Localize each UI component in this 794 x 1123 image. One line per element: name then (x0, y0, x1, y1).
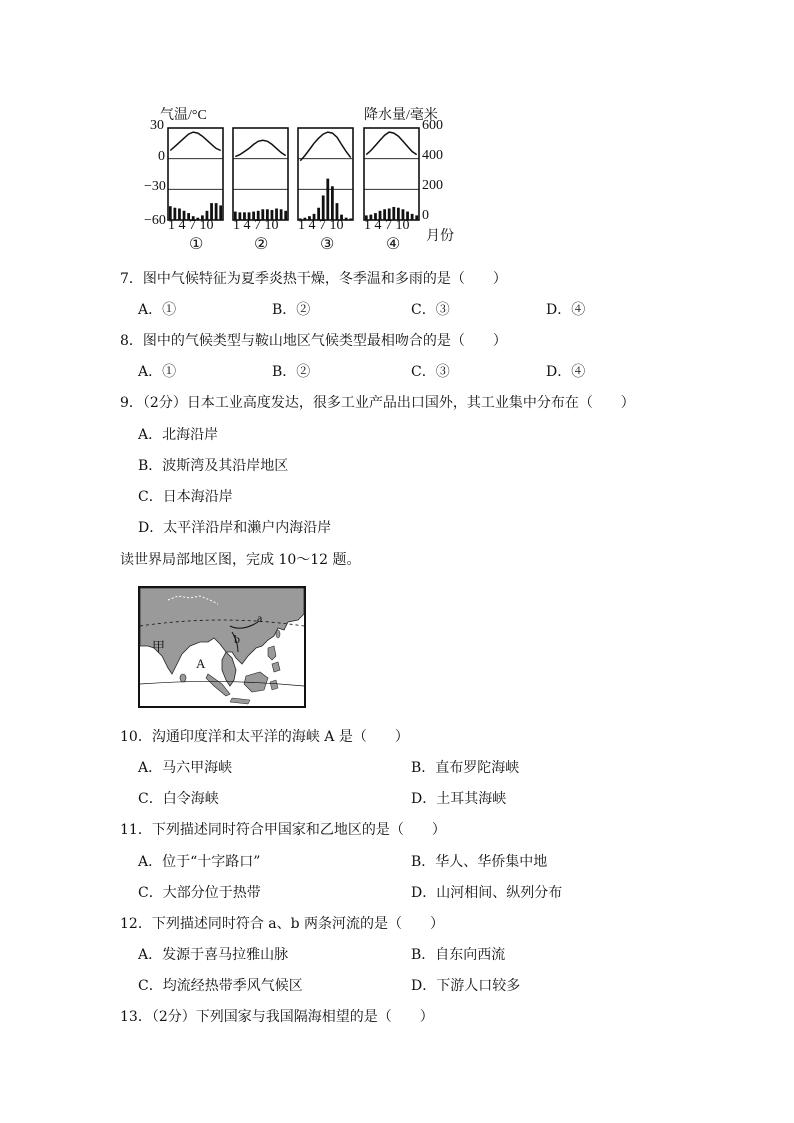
panel-3-precip-bar (326, 179, 329, 220)
precip-tick-0: 0 (422, 208, 429, 223)
q12-option-a[interactable]: A．发源于喜马拉雅山脉 (138, 947, 289, 963)
q9-option-b[interactable]: B．波斯湾及其沿岸地区 (138, 458, 289, 474)
panel-label-1: ① (189, 236, 204, 253)
temperature-axis-title: 气温/°C (160, 108, 207, 123)
q9-option-a[interactable]: A．北海沿岸 (138, 427, 219, 443)
climate-panel-3-frame (298, 128, 353, 220)
temp-tick-neg60: −60 (144, 213, 166, 228)
month-unit-label: 月份 (426, 229, 454, 244)
q7-option-a[interactable]: A．① (138, 302, 177, 318)
temp-tick-neg30: −30 (144, 179, 166, 194)
panel-3-precip-bar (349, 218, 352, 220)
month-ticks-3: 1 4 7 10 (298, 218, 344, 233)
question-8-stem: 8．图中的气候类型与鞍山地区气候类型最相吻合的是（ ） (120, 333, 507, 349)
temp-tick-0: 0 (158, 149, 165, 164)
q11-option-b[interactable]: B．华人、华侨集中地 (411, 854, 548, 870)
q7-option-c[interactable]: C．③ (411, 302, 450, 318)
map-label-b: b (234, 632, 240, 646)
question-9-stem: 9．（2分）日本工业高度发达，很多工业产品出口国外，其工业集中分布在（ ） (120, 395, 635, 411)
precipitation-axis-title: 降水量/毫米 (364, 108, 438, 123)
panel-4-precip-bar (415, 215, 418, 220)
precip-tick-200: 200 (422, 178, 443, 193)
month-ticks-4: 1 4 7 10 (364, 218, 410, 233)
panel-3-precip-bar (331, 186, 334, 220)
q12-option-c[interactable]: C．均流经热带季风气候区 (138, 978, 303, 994)
island-taiwan (276, 630, 280, 638)
q11-option-c[interactable]: C．大部分位于热带 (138, 885, 261, 901)
panel-label-3: ③ (320, 236, 335, 253)
month-ticks-1: 1 4 7 10 (168, 218, 214, 233)
q7-option-d[interactable]: D．④ (546, 302, 586, 318)
q11-option-d[interactable]: D．山河相间、纵列分布 (411, 885, 563, 901)
q10-option-b[interactable]: B．直布罗陀海峡 (411, 760, 520, 776)
panel-1-precip-bar (219, 205, 222, 220)
question-13-stem: 13．（2分）下列国家与我国隔海相望的是（ ） (120, 1009, 434, 1025)
q10-option-a[interactable]: A．马六甲海峡 (138, 760, 233, 776)
q8-option-a[interactable]: A．① (138, 364, 177, 380)
question-12-stem: 12．下列描述同时符合 a、b 两条河流的是（ ） (120, 916, 445, 932)
q12-option-b[interactable]: B．自东向西流 (411, 947, 506, 963)
q7-option-b[interactable]: B．② (272, 302, 311, 318)
map-label-A: A (196, 656, 206, 671)
panel-3-precip-bar (345, 218, 348, 220)
q10-option-c[interactable]: C．白令海峡 (138, 791, 219, 807)
q9-option-c[interactable]: C．日本海沿岸 (138, 489, 233, 505)
q12-option-d[interactable]: D．下游人口较多 (411, 978, 521, 994)
q10-option-d[interactable]: D．土耳其海峡 (411, 791, 507, 807)
q9-option-d[interactable]: D．太平洋沿岸和濑户内海沿岸 (138, 520, 332, 536)
month-ticks-2: 1 4 7 10 (233, 218, 279, 233)
question-11-stem: 11．下列描述同时符合甲国家和乙地区的是（ ） (120, 822, 446, 838)
precip-tick-600: 600 (422, 118, 443, 133)
panel-label-2: ② (254, 236, 269, 253)
map-intro-text: 读世界局部地区图，完成 10～12 题。 (120, 552, 361, 568)
climate-panel-2-frame (233, 128, 288, 220)
panel-2-precip-bar (284, 211, 287, 220)
panel-3-precip-bar (322, 195, 325, 220)
panel-2-precip-bar (280, 209, 283, 220)
question-7-stem: 7．图中气候特征为夏季炎热干燥，冬季温和多雨的是（ ） (120, 271, 507, 287)
map-label-a: a (257, 611, 263, 625)
panel-1-precip-bar (215, 203, 218, 220)
temp-tick-30: 30 (150, 118, 164, 133)
climate-panel-4-frame (364, 128, 419, 220)
map-label-jia: 甲 (152, 639, 166, 654)
q8-option-d[interactable]: D．④ (546, 364, 586, 380)
precip-tick-400: 400 (422, 148, 443, 163)
climate-chart-figure (140, 100, 470, 253)
q8-option-c[interactable]: C．③ (411, 364, 450, 380)
panel-4-precip-bar (411, 214, 414, 220)
regional-map (138, 586, 306, 708)
panel-label-4: ④ (386, 236, 401, 253)
island-srilanka (180, 674, 186, 682)
q8-option-b[interactable]: B．② (272, 364, 311, 380)
question-10-stem: 10．沟通印度洋和太平洋的海峡 A 是（ ） (120, 729, 409, 745)
q11-option-a[interactable]: A．位于“十字路口” (138, 854, 261, 870)
